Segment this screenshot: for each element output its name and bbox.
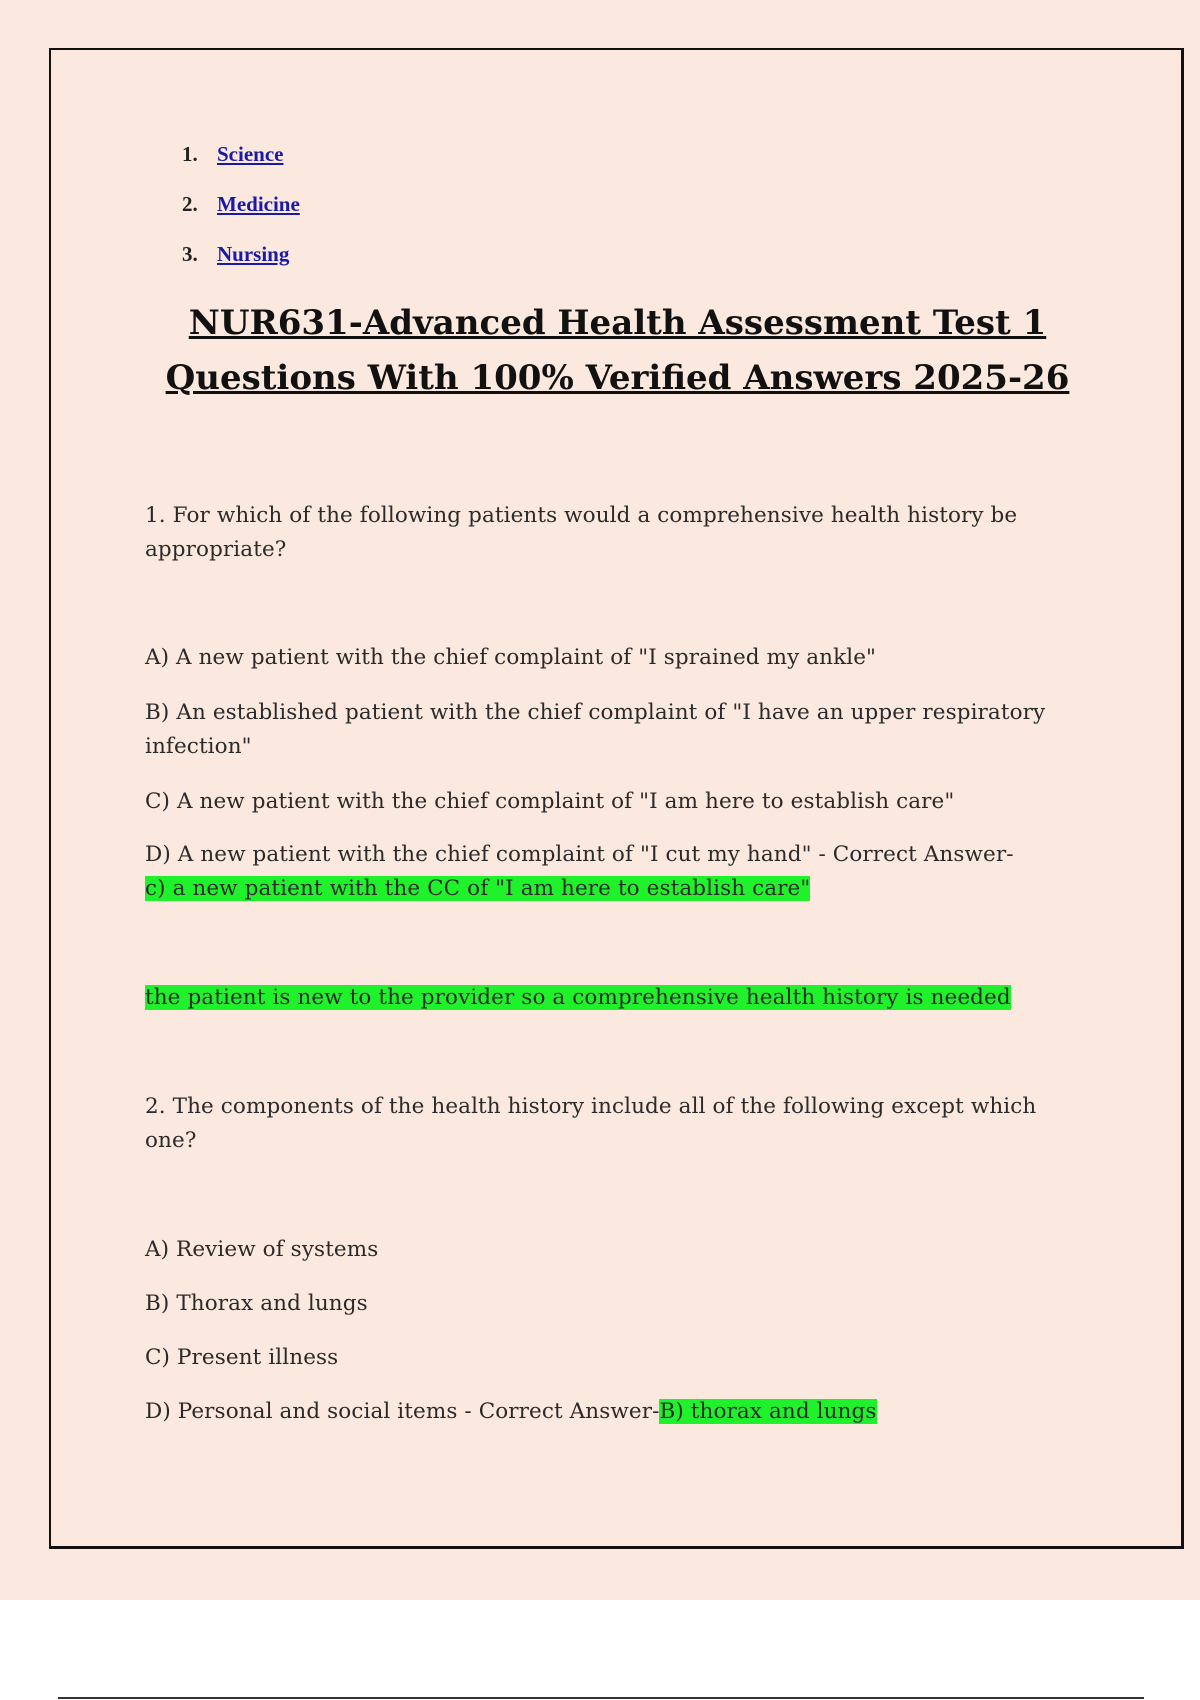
- question-2-text: 2. The components of the health history include all of the following except which one?: [145, 1094, 1037, 1153]
- breadcrumb-number: 3.: [182, 242, 198, 266]
- question-2-option-a: A) Review of systems: [145, 1237, 379, 1262]
- question-1-option-a: A) A new patient with the chief complaint of "I sprained my ankle": [145, 645, 877, 670]
- page-title-line-2: Questions With 100% Verified Answers 2025-26: [165, 358, 1070, 398]
- breadcrumb-link-medicine[interactable]: Medicine: [217, 192, 300, 216]
- breadcrumb: [182, 142, 300, 292]
- page-title-line-1: NUR631-Advanced Health Assessment Test 1: [188, 303, 1047, 343]
- question-2-option-c: C) Present illness: [145, 1345, 339, 1370]
- question-2-option-b: B) Thorax and lungs: [145, 1291, 368, 1316]
- breadcrumb-number: 1.: [182, 142, 198, 166]
- breadcrumb-item-medicine: [182, 192, 300, 242]
- page-title: [60, 296, 1175, 406]
- question-2-answer: B) thorax and lungs: [659, 1399, 877, 1424]
- question-1-rationale-highlight: the patient is new to the provider so a comprehensive health history is needed: [145, 985, 1011, 1010]
- breadcrumb-number: 2.: [182, 192, 198, 216]
- question-1-text: 1. For which of the following patients would a comprehensive health history be appropriate?: [145, 503, 1018, 562]
- footer-divider: [58, 1697, 1144, 1699]
- question-1-rationale: [145, 981, 1085, 1015]
- question-1-answer: c) a new patient with the CC of "I am here to establish care": [145, 876, 811, 901]
- question-1-option-b: B) An established patient with the chief complaint of "I have an upper respiratory infection": [145, 700, 1046, 759]
- breadcrumb-link-nursing[interactable]: Nursing: [217, 242, 290, 266]
- question-1-option-c: C) A new patient with the chief complaint of "I am here to establish care": [145, 789, 955, 814]
- breadcrumb-item-science: [182, 142, 300, 192]
- question-1-option-d: [145, 838, 1085, 906]
- question-2-option-d: [145, 1395, 1085, 1429]
- breadcrumb-link-science[interactable]: Science: [217, 142, 284, 166]
- question-1-option-d-label: D) A new patient with the chief complaint of "I cut my hand" - Correct Answer-: [145, 842, 1014, 867]
- breadcrumb-item-nursing: [182, 242, 300, 292]
- question-2-option-d-label: D) Personal and social items - Correct Answer-: [145, 1399, 660, 1424]
